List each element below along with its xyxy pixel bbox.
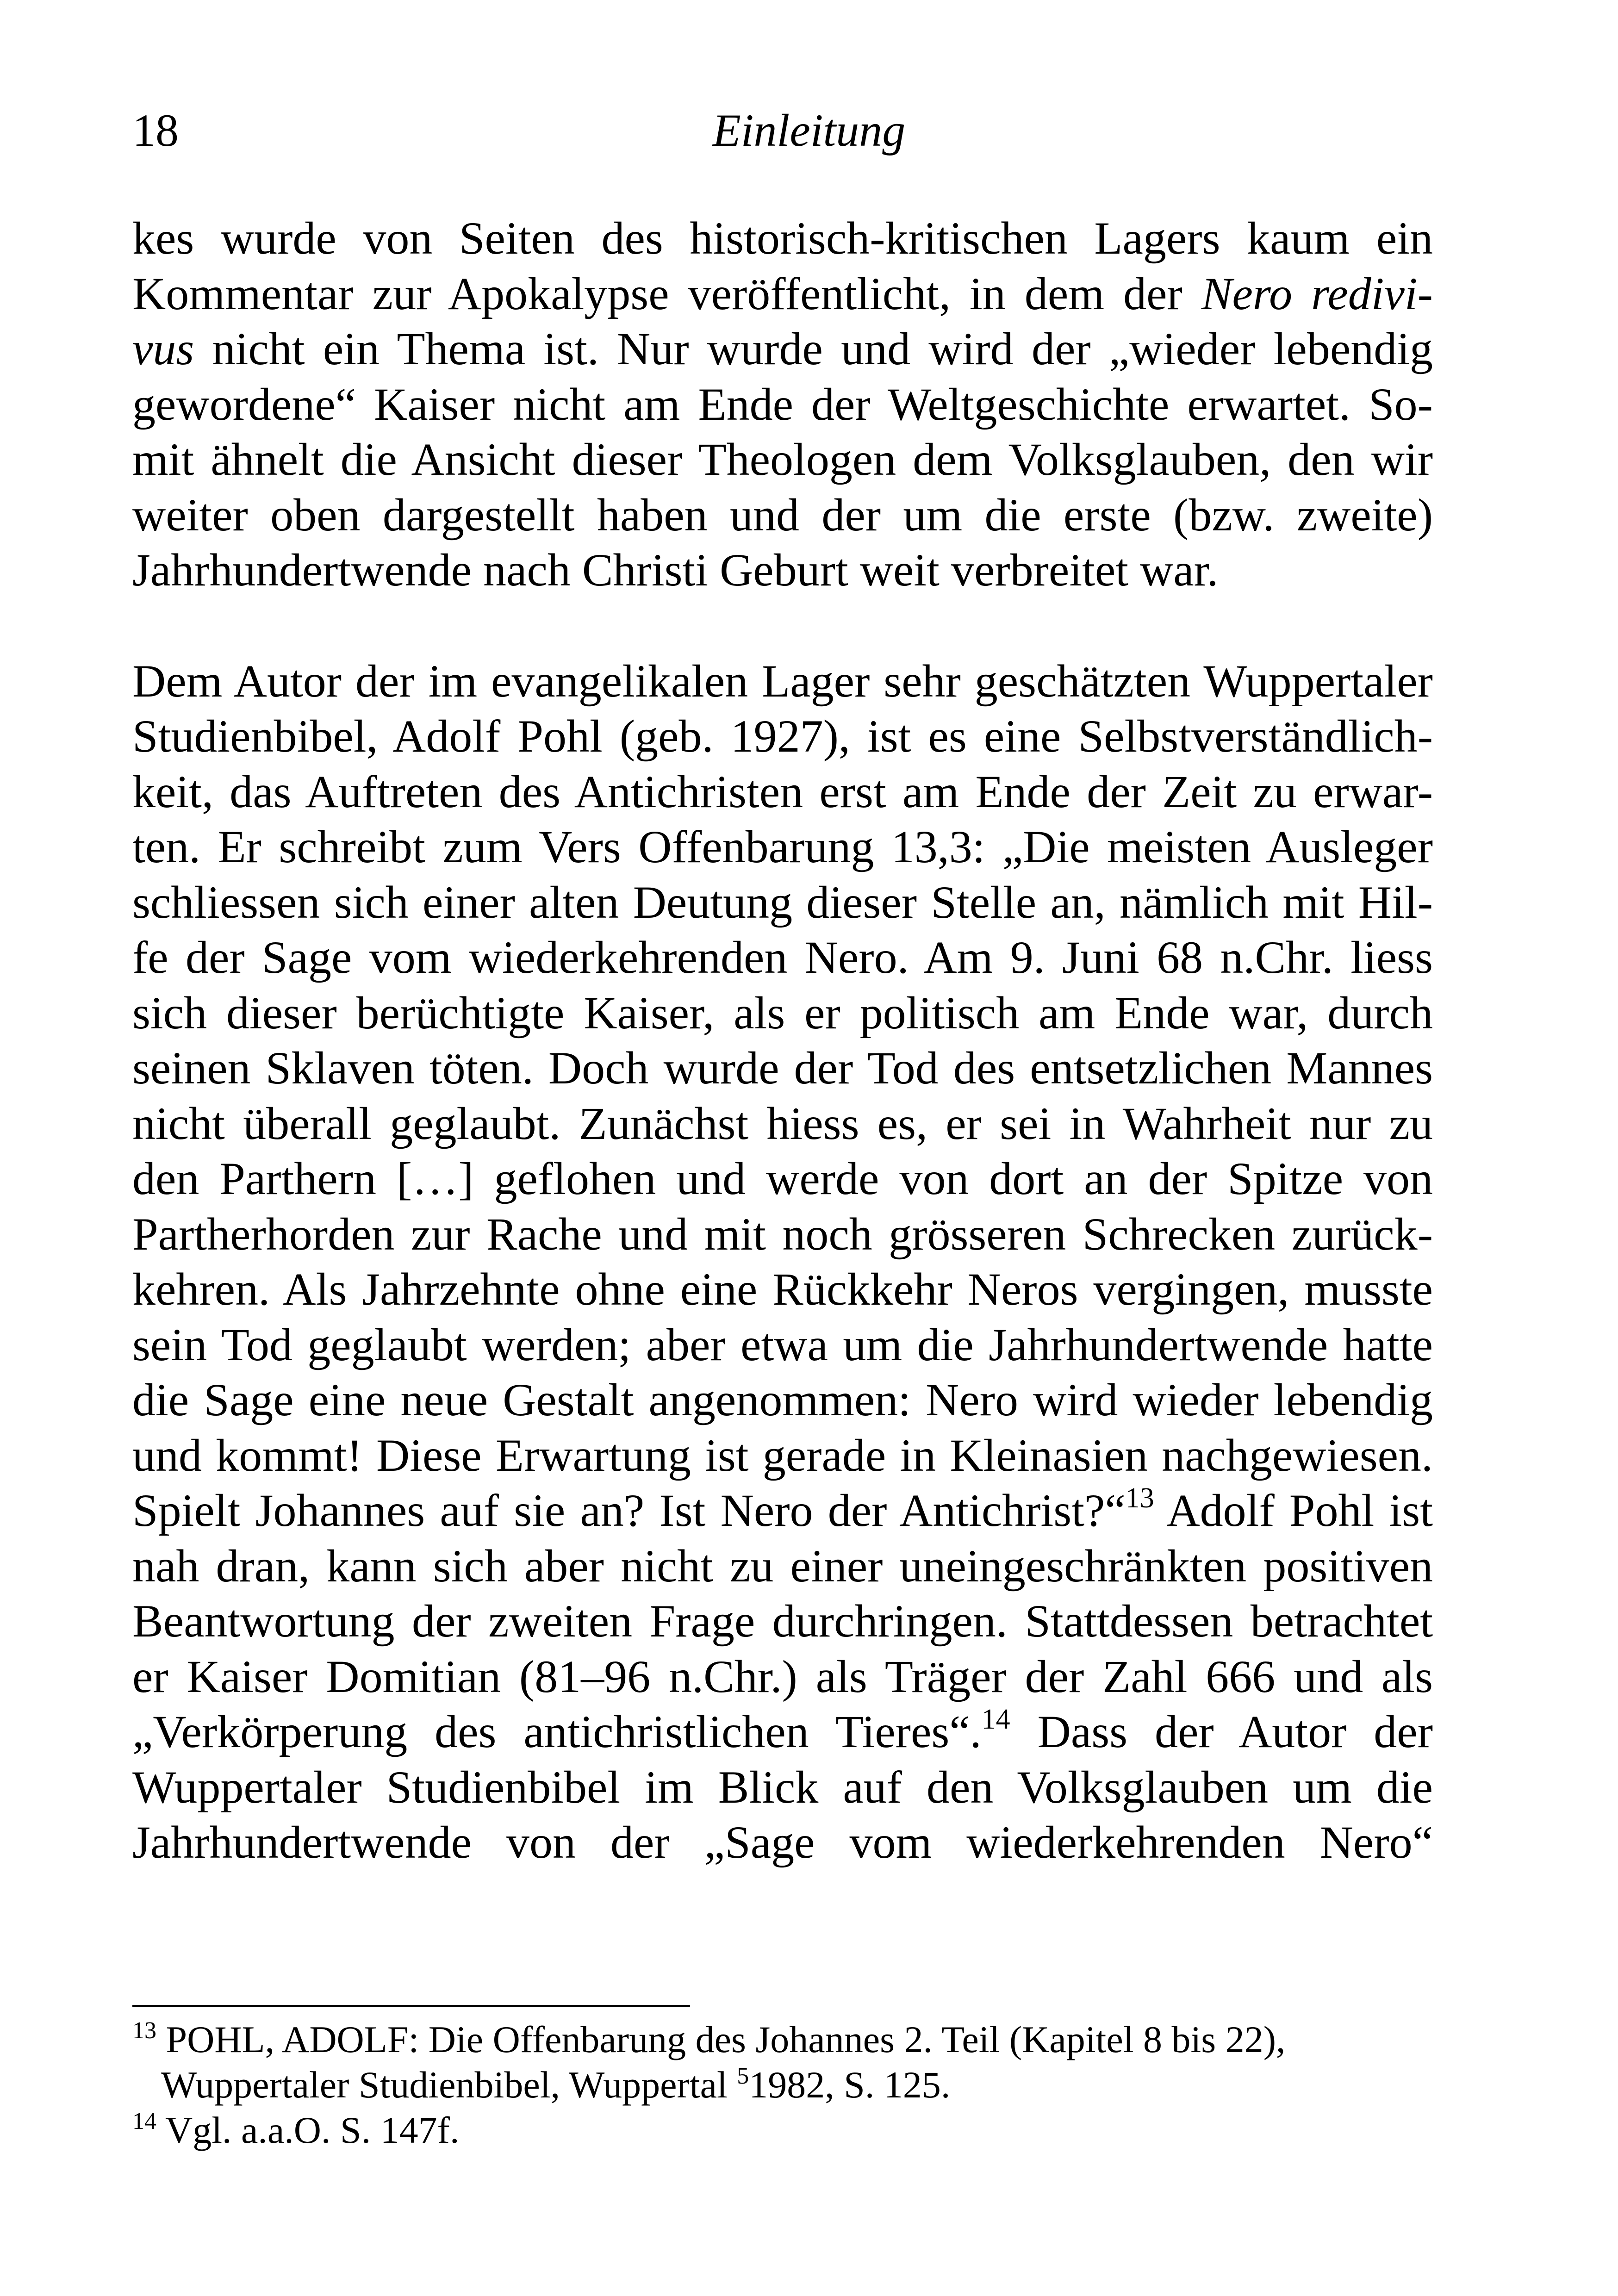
- page-header: [132, 103, 1486, 158]
- text-line: und kommt! Diese Erwartung ist gerade in Kleinasien nachgewiesen.: [132, 1429, 1433, 1481]
- footnote-text: POHL, ADOLF: Die Offenbarung des Johannes 2. Teil (Kapitel 8 bis 22),: [156, 2018, 1286, 2060]
- footnote-number: 13: [132, 2017, 156, 2044]
- italic-term: Nero redivi-: [1201, 268, 1433, 319]
- text-line: Studienbibel, Adolf Pohl (geb. 1927), ist es eine Selbstverständlich-: [132, 710, 1433, 762]
- text-line: schliessen sich einer alten Deutung dieser Stelle an, nämlich mit Hil-: [132, 876, 1433, 928]
- text-line: er Kaiser Domitian (81–96 n.Chr.) als Träger der Zahl 666 und als: [132, 1650, 1433, 1702]
- text-line: [132, 1483, 1433, 1538]
- text-line: mit ähnelt die Ansicht dieser Theologen dem Volksglauben, den wir: [132, 434, 1433, 485]
- text-line: seinen Sklaven töten. Doch wurde der Tod des entsetzlichen Mannes: [132, 1042, 1433, 1094]
- footnote-separator: [132, 2005, 690, 2007]
- footnote-number: 14: [132, 2108, 156, 2134]
- text-line: Dem Autor der im evangelikalen Lager sehr geschätzten Wuppertaler: [132, 655, 1433, 707]
- text-line: Partherhorden zur Rache und mit noch grösseren Schrecken zurück-: [132, 1208, 1433, 1260]
- text-segment: Dass der Autor der: [1010, 1706, 1433, 1757]
- text-line: [132, 1704, 1433, 1760]
- footnote-14: [132, 2108, 1433, 2153]
- main-text: [132, 211, 1433, 1870]
- text-line: sich dieser berüchtigte Kaiser, als er politisch am Ende war, durch: [132, 987, 1433, 1039]
- footnote-text: Wuppertaler Studienbibel, Wuppertal: [161, 2064, 737, 2106]
- text-line: kehren. Als Jahrzehnte ohne eine Rückkehr Neros vergingen, musste: [132, 1263, 1433, 1315]
- text-line: die Sage eine neue Gestalt angenommen: Nero wird wieder lebendig: [132, 1374, 1433, 1425]
- text-segment: Spielt Johannes auf sie an? Ist Nero der Antichrist?“: [132, 1485, 1126, 1536]
- footnotes: [132, 2017, 1433, 2153]
- text-line: nah dran, kann sich aber nicht zu einer uneingeschränkten positiven: [132, 1540, 1433, 1592]
- text-line: sein Tod geglaubt werden; aber etwa um die Jahrhundertwende hatte: [132, 1319, 1433, 1370]
- running-title: Einleitung: [712, 105, 906, 156]
- text-line: fe der Sage vom wiederkehrenden Nero. Am 9. Juni 68 n.Chr. liess: [132, 932, 1433, 983]
- italic-term: vus: [132, 323, 194, 374]
- text-line: Wuppertaler Studienbibel im Blick auf den Volksglauben um die: [132, 1761, 1433, 1813]
- footnote-text: 1982, S. 125.: [749, 2064, 951, 2106]
- text-segment: Adolf Pohl ist: [1154, 1485, 1433, 1536]
- footnote-reference[interactable]: 13: [1125, 1482, 1154, 1514]
- footnote-reference[interactable]: 14: [981, 1704, 1010, 1735]
- text-line: den Parthern […] geflohen und werde von dort an der Spitze von: [132, 1153, 1433, 1204]
- text-segment: Kommentar zur Apokalypse veröffentlicht, in dem der: [132, 268, 1201, 319]
- text-line: gewordene“ Kaiser nicht am Ende der Weltgeschichte erwartet. So-: [132, 378, 1433, 430]
- text-segment: nicht ein Thema ist. Nur wurde und wird der „wieder lebendig: [194, 323, 1433, 374]
- text-line: Jahrhundertwende von der „Sage vom wiederkehrenden Nero“: [132, 1817, 1433, 1868]
- paragraph: [132, 653, 1433, 1870]
- page-number: 18: [132, 105, 179, 156]
- footnote-text: Vgl. a.a.O. S. 147f.: [156, 2109, 460, 2151]
- text-line: [132, 321, 1433, 377]
- edition-superscript: 5: [737, 2063, 749, 2089]
- paragraph: [132, 211, 1433, 598]
- text-line: nicht überall geglaubt. Zunächst hiess es, er sei in Wahrheit nur zu: [132, 1097, 1433, 1149]
- text-line: Jahrhundertwende nach Christi Geburt weit verbreitet war.: [132, 544, 1219, 596]
- text-segment: „Verkörperung des antichristlichen Tieres“.: [132, 1706, 982, 1757]
- text-line: weiter oben dargestellt haben und der um die erste (bzw. zweite): [132, 489, 1433, 541]
- text-line: [132, 266, 1433, 322]
- footnote-13: [132, 2017, 1433, 2062]
- text-line: keit, das Auftreten des Antichristen erst am Ende der Zeit zu erwar-: [132, 765, 1433, 817]
- footnote-13-continued: [132, 2062, 1433, 2108]
- text-line: kes wurde von Seiten des historisch-kritischen Lagers kaum ein: [132, 212, 1433, 264]
- text-line: ten. Er schreibt zum Vers Offenbarung 13,3: „Die meisten Ausleger: [132, 821, 1433, 872]
- paragraph-spacer: [132, 598, 1433, 653]
- text-line: Beantwortung der zweiten Frage durchringen. Stattdessen betrachtet: [132, 1595, 1433, 1647]
